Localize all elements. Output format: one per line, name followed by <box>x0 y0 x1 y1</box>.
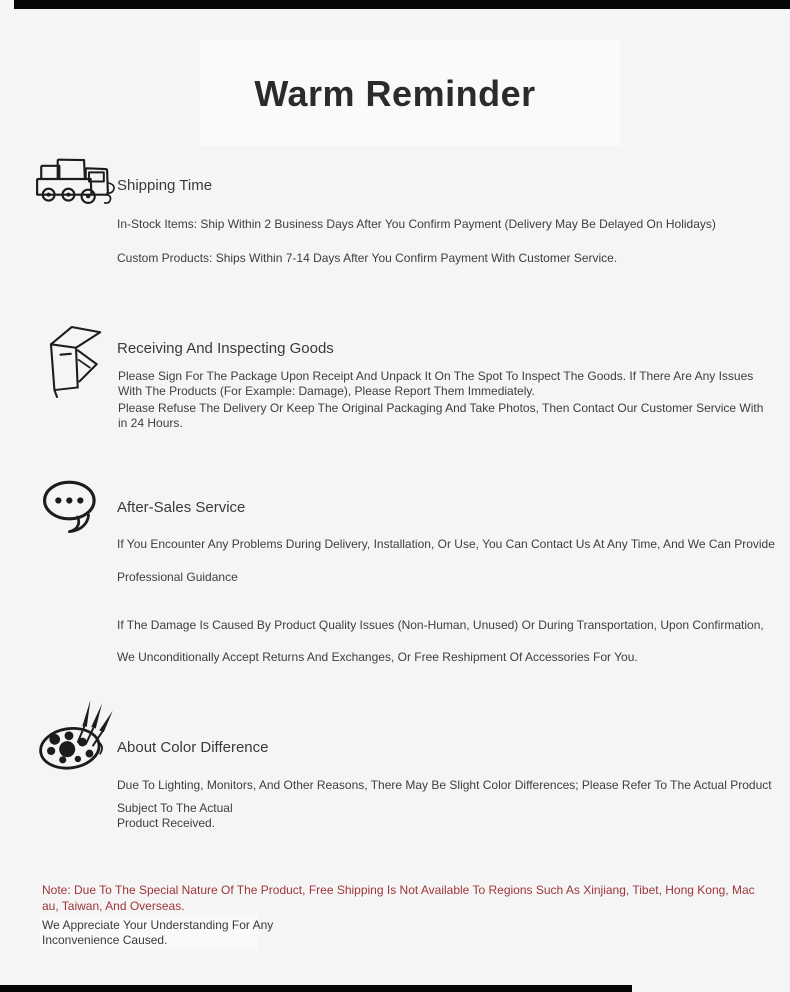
understanding-note: We Appreciate Your Understanding For Any Inconvenience Caused. <box>42 918 274 947</box>
bottom-black-bar <box>0 985 632 992</box>
page-title: Warm Reminder <box>254 73 536 114</box>
section-title-receiving-goods: Receiving And Inspecting Goods <box>117 340 334 357</box>
after-sales-paragraph-3: If The Damage Is Caused By Product Quality Issues (Non-Human, Unused) Or During Transportation, Upon Confirmation, <box>117 618 764 632</box>
section-title-color-difference: About Color Difference <box>117 739 269 756</box>
palette-icon <box>36 697 118 771</box>
after-sales-paragraph-4: We Unconditionally Accept Returns And Exchanges, Or Free Reshipment Of Accessories For You. <box>117 650 638 664</box>
receiving-paragraph-2: Please Refuse The Delivery Or Keep The Original Packaging And Take Photos, Then Contact Our Customer Service Within 24 Hours. <box>118 401 764 430</box>
section-title-shipping-time: Shipping Time <box>117 177 213 194</box>
after-sales-paragraph-2: Professional Guidance <box>117 570 238 584</box>
free-shipping-restriction-note: Note: Due To The Special Nature Of The Product, Free Shipping Is Not Available To Regions Such As Xinjiang, Tibet, Hong Kong, Macau, Taiwan, And Overseas. <box>42 883 755 913</box>
truck-icon <box>33 153 117 205</box>
chat-bubble-icon <box>40 477 106 535</box>
box-icon <box>42 321 110 403</box>
section-title-after-sales: After-Sales Service <box>117 499 246 516</box>
color-difference-paragraph-2: Subject To The Actual Product Received. <box>117 801 233 830</box>
after-sales-paragraph-1: If You Encounter Any Problems During Delivery, Installation, Or Use, You Can Contact Us At Any Time, And We Can Provide <box>117 537 775 551</box>
shipping-paragraph-2: Custom Products: Ships Within 7-14 Days After You Confirm Payment With Customer Service. <box>117 251 618 265</box>
shipping-paragraph-1: In-Stock Items: Ship Within 2 Business Days After You Confirm Payment (Delivery May Be Delayed On Holidays) <box>117 217 716 231</box>
receiving-paragraph-1: Please Sign For The Package Upon Receipt And Unpack It On The Spot To Inspect The Goods. If There Are Any Issues With The Products (For Example: Damage), Please Report Them Immediately. <box>118 369 754 398</box>
top-black-bar <box>14 0 790 9</box>
color-difference-paragraph-1: Due To Lighting, Monitors, And Other Reasons, There May Be Slight Color Differences; Please Refer To The Actual Product <box>117 778 772 792</box>
